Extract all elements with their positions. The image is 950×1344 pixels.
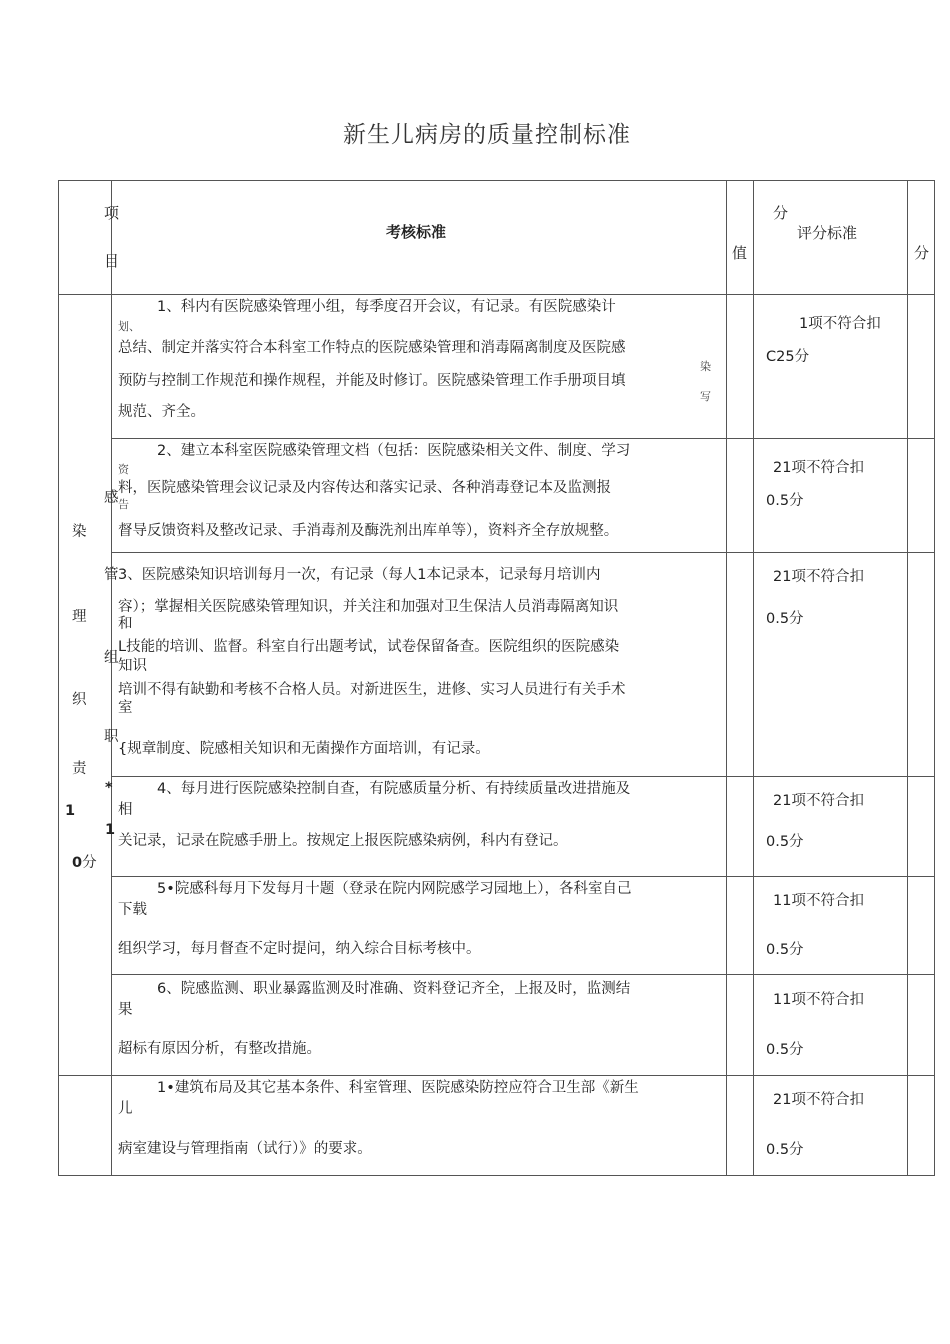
standard-fragment: 相 <box>118 802 133 818</box>
header-score-top: 分 <box>773 204 789 222</box>
standard-fragment: 果 <box>118 1002 133 1018</box>
standard-line: 1、科内有医院感染管理小组，每季度召开会议，有记录。有医院感染计 <box>157 299 616 315</box>
score-deduction: 0.5分 <box>766 942 804 958</box>
section-label-char: 感 <box>104 490 119 506</box>
section-label-char: 职 <box>104 729 119 745</box>
header-standard: 考核标准 <box>386 223 447 241</box>
table-border-right <box>934 180 935 1176</box>
section-label-char: 理 <box>72 609 87 625</box>
standard-fragment: 染 <box>700 360 711 373</box>
row-divider <box>111 776 935 777</box>
row-divider <box>111 974 935 975</box>
standard-line: 总结、制定并落实符合本科室工作特点的医院感染管理和消毒隔离制度及医院感 <box>118 340 626 356</box>
section-label-char: 管 <box>104 567 119 583</box>
table-border-bottom <box>58 1175 935 1176</box>
section-score: 0分 <box>72 855 97 871</box>
standard-line: 5•院感科每月下发每月十题（登录在院内网院感学习园地上），各科室自己 <box>157 881 632 897</box>
col-divider <box>753 180 754 1176</box>
header-score-standard: 评分标准 <box>797 224 858 242</box>
standard-fragment: 室 <box>118 700 133 716</box>
table-border-left <box>58 180 59 1176</box>
row-divider <box>111 438 935 439</box>
score-deduction: 0.5分 <box>766 1042 804 1058</box>
score-rule: 11项不符合扣 <box>773 992 864 1008</box>
standard-line: 组织学习，每月督查不定时提问，纳入综合目标考核中。 <box>118 941 481 957</box>
standard-line: 超标有原因分析，有整改措施。 <box>118 1041 321 1057</box>
standard-line: {规章制度、院感相关知识和无菌操作方面培训，有记录。 <box>118 741 490 757</box>
section-label-char: 1 <box>105 822 116 838</box>
section-label-char: 织 <box>72 692 87 708</box>
standard-line: L技能的培训、监督。科室自行出题考试，试卷保留备查。医院组织的医院感染 <box>118 639 620 655</box>
header-divider <box>58 294 935 295</box>
standard-fragment: 资 <box>118 463 129 476</box>
table-border-top <box>58 180 935 181</box>
score-rule: 11项不符合扣 <box>773 893 864 909</box>
header-item-top: 项 <box>104 204 120 222</box>
section-score: 1 <box>65 803 76 819</box>
standard-line: 容）；掌握相关医院感染管理知识，并关注和加强对卫生保洁人员消毒隔离知识 <box>118 599 619 615</box>
page-title: 新生儿病房的质量控制标准 <box>343 122 631 148</box>
score-deduction: 0.5分 <box>766 611 804 627</box>
score-rule: 21项不符合扣 <box>773 1092 864 1108</box>
standard-line: 预防与控制工作规范和操作规程，并能及时修订。医院感染管理工作手册项目填 <box>118 373 626 389</box>
row-divider <box>111 876 935 877</box>
standard-fragment: 知识 <box>118 658 147 674</box>
header-points: 分 <box>914 244 930 262</box>
standard-line: 料，医院感染管理会议记录及内容传达和落实记录、各种消毒登记本及监测报 <box>118 480 611 496</box>
row-divider <box>111 552 935 553</box>
standard-fragment: 告 <box>118 498 129 511</box>
standard-line: 病室建设与管理指南（试行）》的要求。 <box>118 1141 372 1157</box>
col-divider <box>111 180 112 1176</box>
header-value: 值 <box>732 244 748 262</box>
standard-fragment: 下载 <box>118 902 147 918</box>
col-divider <box>907 180 908 1176</box>
standard-fragment: 和 <box>118 616 133 632</box>
standard-line: 1•建筑布局及其它基本条件、科室管理、医院感染防控应符合卫生部《新生 <box>157 1080 639 1096</box>
score-rule: 21项不符合扣 <box>773 569 864 585</box>
standard-line: 培训不得有缺勤和考核不合格人员。对新进医生，进修、实习人员进行有关手术 <box>118 682 626 698</box>
score-deduction: C25分 <box>766 349 810 365</box>
section-label-char: 组 <box>104 650 119 666</box>
standard-line: 2、建立本科室医院感染管理文档（包括：医院感染相关文件、制度、学习 <box>157 443 631 459</box>
score-rule: 21项不符合扣 <box>773 460 864 476</box>
standard-line: 4、每月进行医院感染控制自查，有院感质量分析、有持续质量改进措施及 <box>157 781 631 797</box>
standard-line: 关记录，记录在院感手册上。按规定上报医院感染病例，科内有登记。 <box>118 833 568 849</box>
standard-fragment: 写 <box>700 390 711 403</box>
standard-line: 规范、齐全。 <box>118 404 205 420</box>
section-label-char: 责 <box>72 761 87 777</box>
standard-line: 6、院感监测、职业暴露监测及时准确、资料登记齐全，上报及时，监测结 <box>157 981 631 997</box>
section-label-char: 染 <box>72 524 87 540</box>
score-deduction: 0.5分 <box>766 834 804 850</box>
header-item-bottom: 目 <box>104 252 120 270</box>
section-label-char: * <box>105 780 113 796</box>
score-deduction: 0.5分 <box>766 493 804 509</box>
standard-line: 督导反馈资料及整改记录、手消毒剂及酶洗剂出库单等），资料齐全存放规整。 <box>118 523 619 539</box>
score-rule: 21项不符合扣 <box>773 793 864 809</box>
standard-fragment: 划、 <box>118 320 140 333</box>
standard-line: 3、医院感染知识培训每月一次，有记录（每人1本记录本，记录每月培训内 <box>118 567 601 583</box>
score-deduction: 0.5分 <box>766 1142 804 1158</box>
standard-fragment: 儿 <box>118 1101 133 1117</box>
score-rule: 1项不符合扣 <box>799 316 881 332</box>
col-divider <box>726 180 727 1176</box>
section-divider <box>58 1075 935 1076</box>
